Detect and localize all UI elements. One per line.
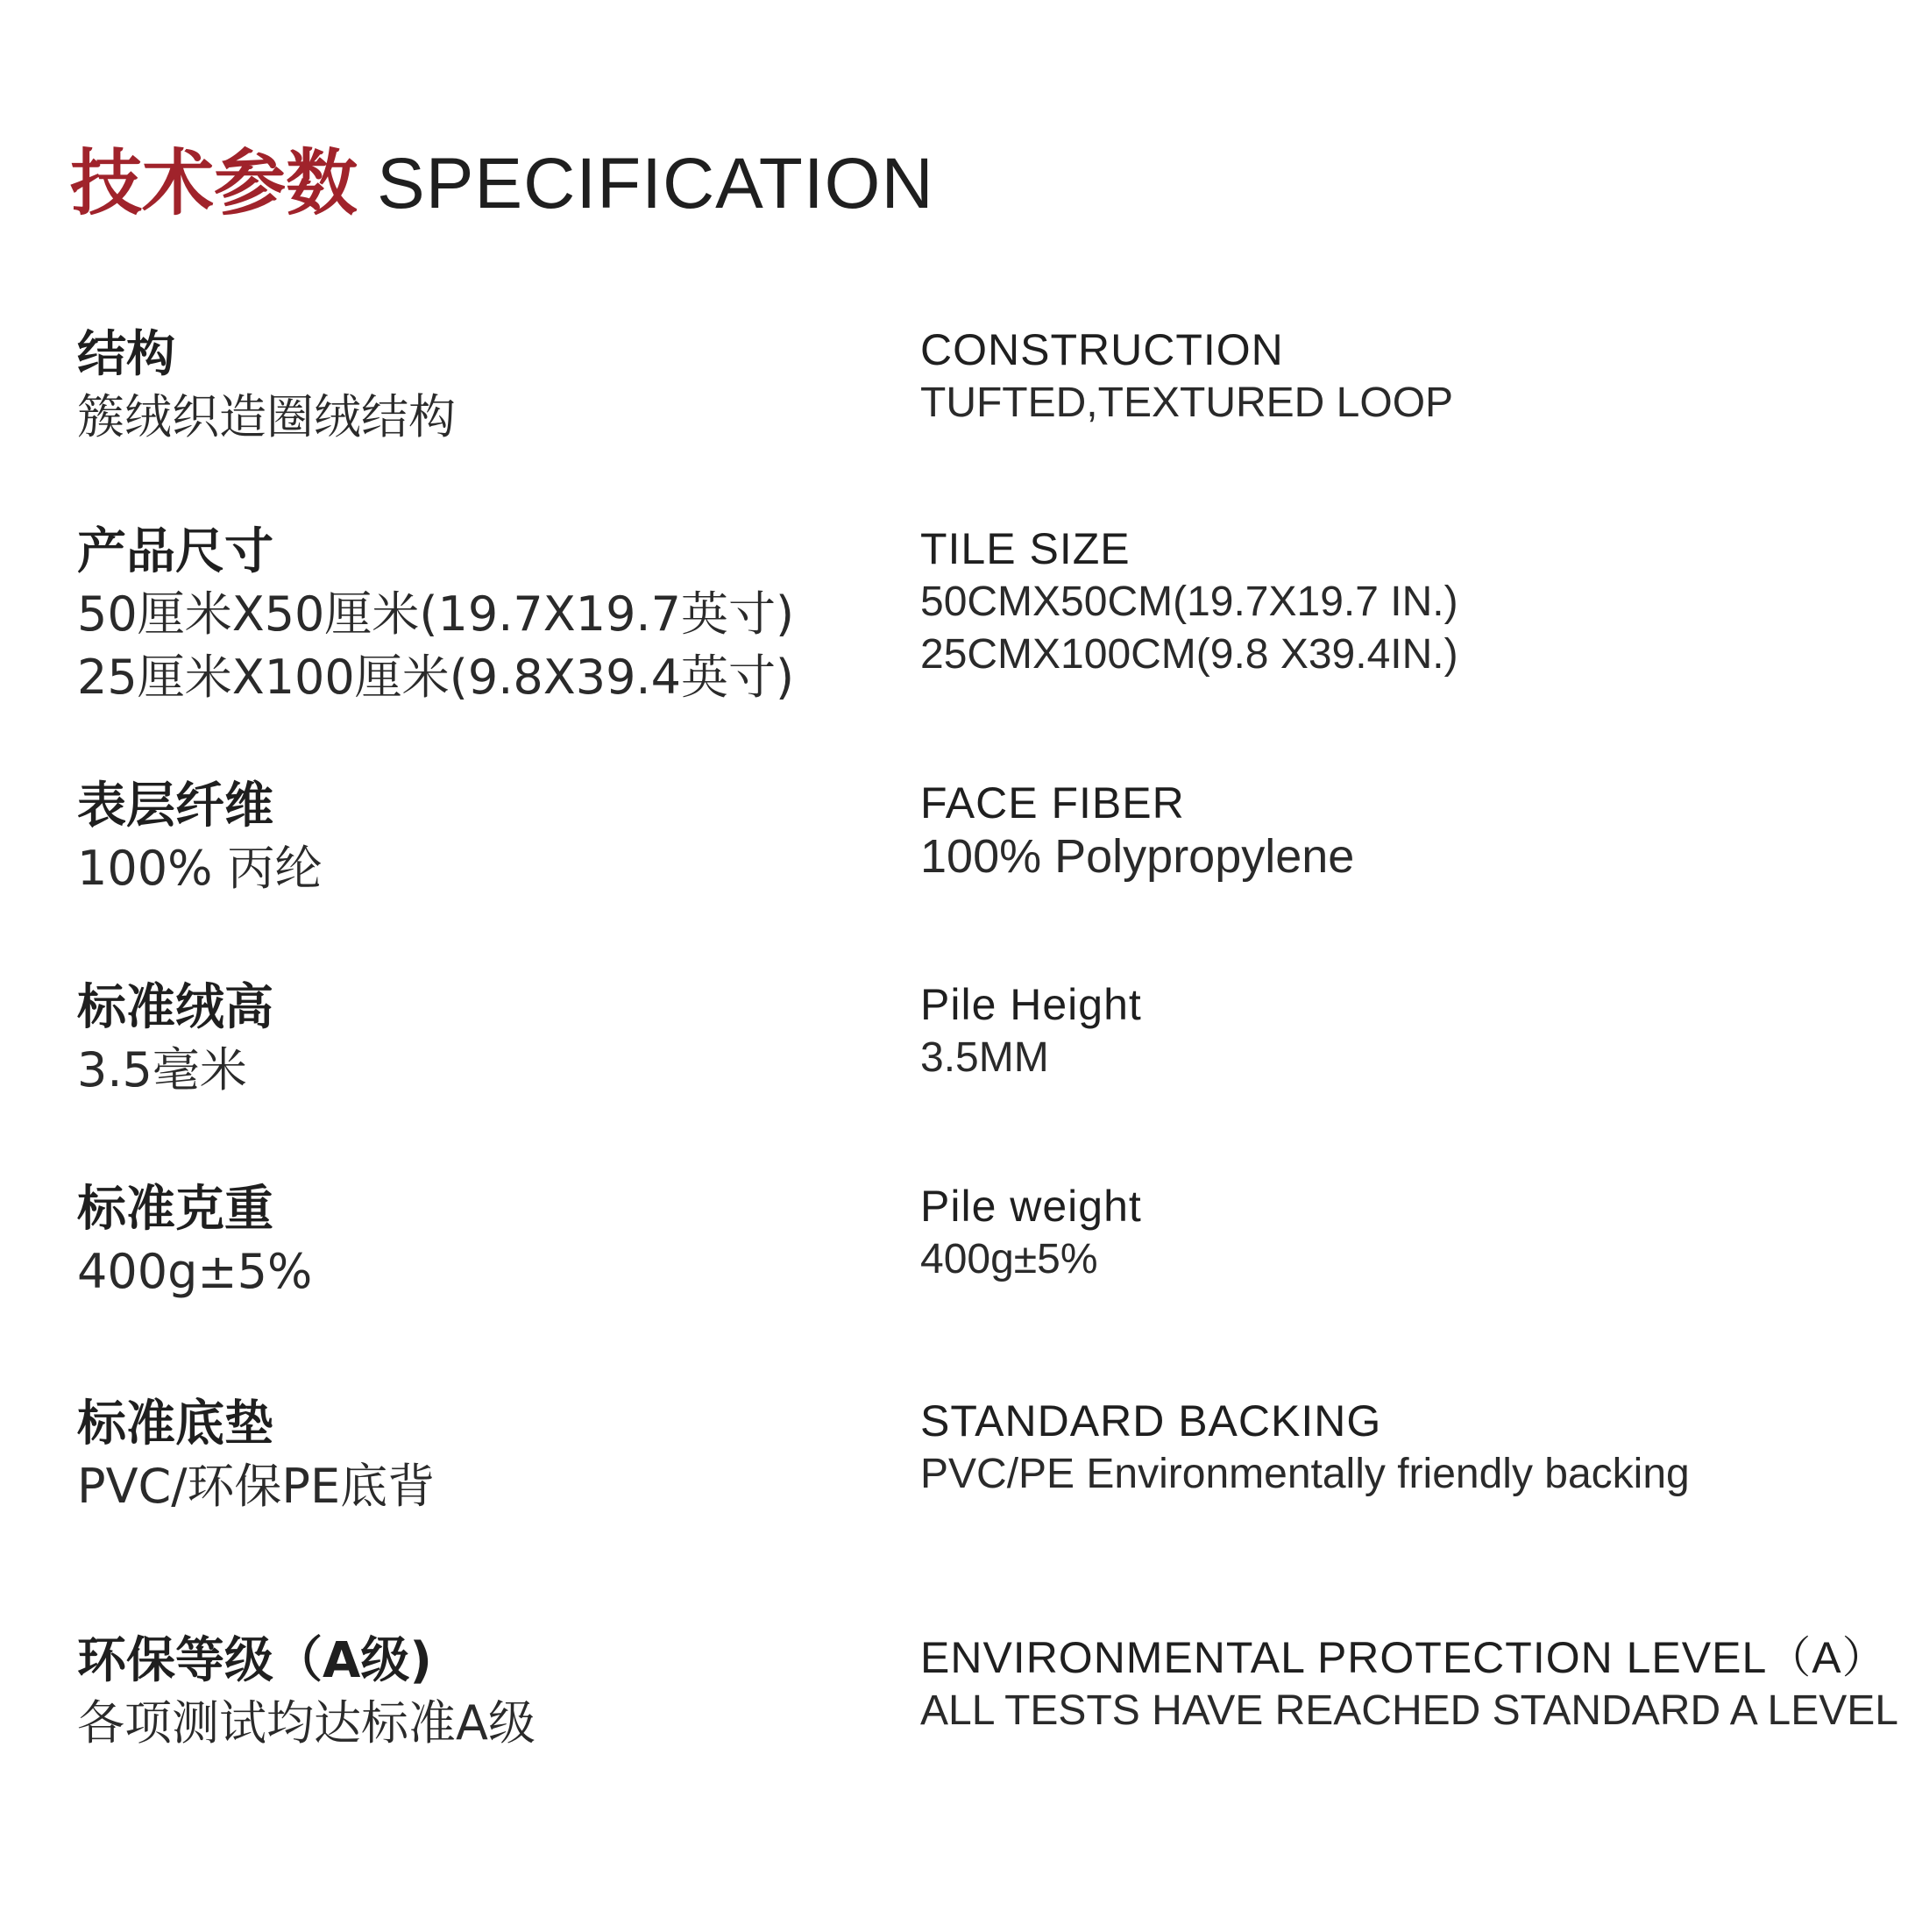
spec-value: 50CMX50CM(19.7X19.7 IN.) (920, 579, 1458, 625)
spec-face-fiber-en (920, 776, 1354, 883)
spec-construction-en (920, 323, 1453, 430)
spec-value: 25厘米X100厘米(9.8X39.4英寸) (77, 650, 795, 705)
spec-value: 25CMX100CM(9.8 X39.4IN.) (920, 631, 1458, 678)
spec-label: ENVIRONMENTAL PROTECTION LEVEL（A） (920, 1633, 1887, 1682)
spec-label: 表层纤维 (77, 778, 273, 835)
page-title (70, 140, 934, 228)
spec-label: Pile Height (920, 980, 1142, 1029)
spec-value: 簇绒织造圈绒结构 (77, 389, 456, 444)
title-chinese: 技术参数 (70, 142, 358, 225)
spec-label: 标准克重 (77, 1181, 273, 1238)
spec-value: 100% Polypropylene (920, 830, 1355, 883)
spec-face-fiber-zh (77, 776, 323, 900)
title-english: SPECIFICATION (377, 144, 934, 224)
spec-pile-height-en (920, 977, 1142, 1084)
spec-label: 标准绒高 (77, 979, 273, 1036)
spec-backing-en (920, 1394, 1690, 1501)
spec-tile-size-en (920, 522, 1458, 681)
spec-value: 各项测试均达标准A级 (77, 1695, 536, 1751)
spec-value: TUFTED,TEXTURED LOOP (920, 380, 1454, 426)
spec-label: FACE FIBER (920, 778, 1185, 827)
spec-label: Pile weight (920, 1182, 1142, 1231)
spec-value: 3.5MM (920, 1034, 1049, 1081)
spec-env-level-zh (77, 1630, 536, 1755)
spec-value: 3.5毫米 (77, 1042, 247, 1097)
spec-label: TILE SIZE (920, 524, 1131, 573)
spec-value: 400g±5% (920, 1236, 1098, 1282)
spec-label: 环保等级（A级) (77, 1632, 432, 1689)
spec-pile-weight-en (920, 1179, 1142, 1286)
spec-backing-zh (77, 1394, 435, 1518)
spec-pile-weight-zh (77, 1179, 312, 1303)
spec-value: ALL TESTS HAVE REACHED STANDARD A LEVEL (920, 1687, 1898, 1734)
spec-label: STANDARD BACKING (920, 1396, 1382, 1445)
spec-label: 标准底垫 (77, 1396, 273, 1453)
spec-value: 50厘米X50厘米(19.7X19.7英寸) (77, 586, 795, 642)
spec-value: PVC/环保PE底背 (77, 1459, 436, 1514)
spec-env-level-en (920, 1630, 1898, 1737)
spec-construction-zh (77, 324, 456, 449)
spec-value: 400g±5% (77, 1244, 313, 1299)
spec-value: 100% 丙纶 (77, 841, 323, 896)
spec-pile-height-zh (77, 977, 273, 1102)
spec-value: PVC/PE Environmentally friendly backing (920, 1451, 1690, 1497)
spec-label: 结构 (77, 326, 175, 383)
spec-label: CONSTRUCTION (920, 325, 1284, 374)
spec-tile-size-zh (77, 522, 794, 709)
spec-label: 产品尺寸 (77, 523, 273, 580)
